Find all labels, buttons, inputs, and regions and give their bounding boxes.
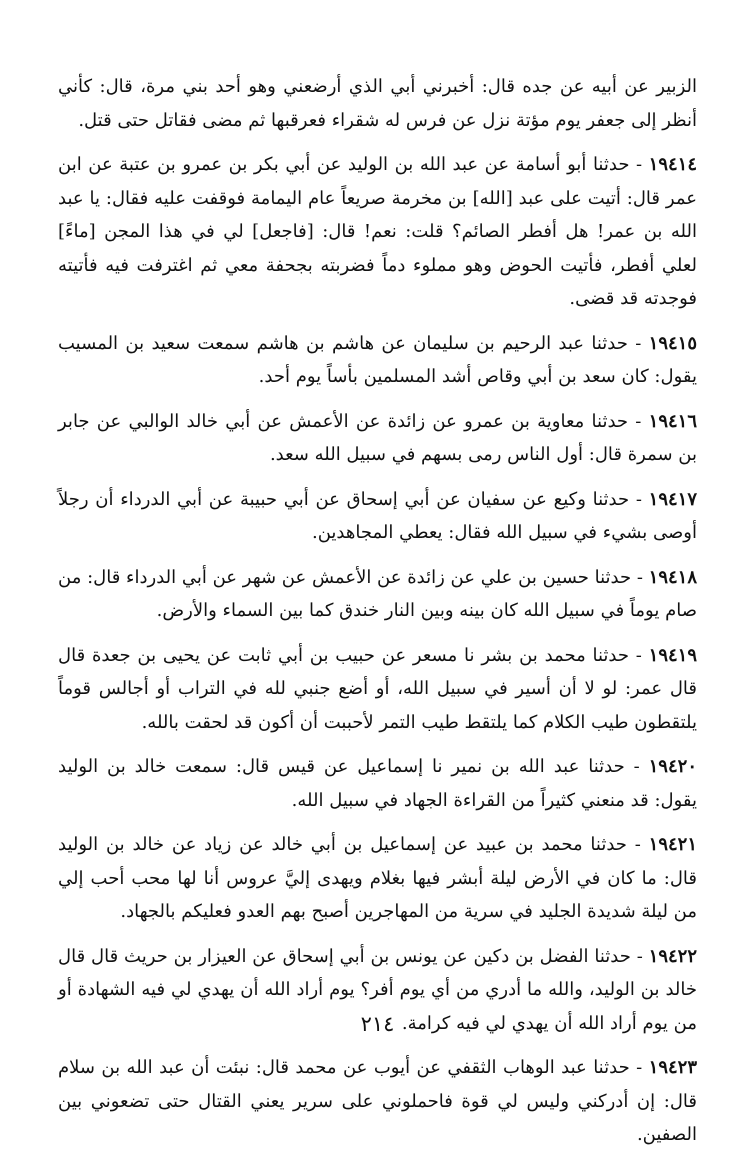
hadith-text: حدثنا عبد الله بن نمير نا إسماعيل عن قيس قال: سمعت خالد بن الوليد يقول: قد منعني كثيراً من القراءة الجهاد في سبيل الله.	[58, 756, 697, 811]
hadith-19416: ١٩٤١٦ - حدثنا معاوية بن عمرو عن زائدة عن الأعمش عن أبي خالد الوالبي عن جابر بن سمرة قال: أول الناس رمى بسهم في سبيل الله سعد.	[58, 410, 697, 465]
hadith-19419: ١٩٤١٩ - حدثنا محمد بن بشر نا مسعر عن حبيب بن أبي ثابت عن يحيى بن جعدة قال قال عمر: لو لا أن أسير في سبيل الله، أو أضع جنبي لله في التراب أو أجالس قوماً يلتقطون طيب الكلام كما يلتقط طيب التمر لأحببت أن أكون قد لحقت بالله.	[58, 644, 697, 733]
page-number: ٢١٤	[360, 1012, 395, 1036]
hadith-19418: ١٩٤١٨ - حدثنا حسين بن علي عن زائدة عن الأعمش عن شهر عن أبي الدرداء قال: من صام يوماً في سبيل الله كان بينه وبين النار خندق كما بين السماء والأرض.	[58, 566, 698, 621]
hadith-number: ١٩٤٢١	[648, 834, 697, 855]
hadith-text: حدثنا الفضل بن دكين عن يونس بن أبي إسحاق عن العيزار بن حريث قال قال خالد بن الوليد، والله ما أدري من أي يوم أفر؟ يوم أراد الله أن يهدي لي فيه الشهادة أو من يوم أراد الله أن يهدي لي فيه كرامة.	[58, 945, 697, 1034]
hadith-19423: ١٩٤٢٣ - حدثنا عبد الوهاب الثقفي عن أيوب عن محمد قال: نبئت أن عبد الله بن سلام قال: إن أدركني وليس لي قوة فاحملوني على سرير يعني القتال حتى تضعوني بين الصفين.	[58, 1057, 697, 1145]
paragraph-continuation	[58, 70, 697, 137]
hadith-number: ١٩٤١٦	[648, 410, 697, 432]
hadith-text: حدثنا عبد الوهاب الثقفي عن أيوب عن محمد قال: نبئت أن عبد الله بن سلام قال: إن أدركني وليس لي قوة فاحملوني على سرير يعني القتال حتى تضعوني بين الصفين.	[58, 1057, 697, 1145]
hadith-number: ١٩٤١٥	[648, 332, 697, 354]
hadith-number: ١٩٤١٩	[648, 644, 697, 666]
hadith-text: حدثنا معاوية بن عمرو عن زائدة عن الأعمش عن أبي خالد الوالبي عن جابر بن سمرة قال: أول الناس رمى بسهم في سبيل الله سعد.	[58, 410, 697, 465]
hadith-text: حدثنا وكيع عن سفيان عن أبي إسحاق عن أبي حبيبة عن أبي الدرداء أن رجلاً أوصى بشيء في سبيل الله فقال: يعطي المجاهدين.	[58, 488, 697, 543]
hadith-19421: ١٩٤٢١ - حدثنا محمد بن عبيد عن إسماعيل بن أبي خالد عن زياد عن خالد بن الوليد قال: ما كان في الأرض ليلة أبشر فيها بغلام ويهدى إليَّ عروس أنا لها محب أحب إلي من ليلة شديدة الجليد في سرية من المهاجرين أصبح بهم العدو فعليكم بالجهاد.	[58, 834, 697, 922]
hadith-text: حدثنا محمد بن عبيد عن إسماعيل بن أبي خالد عن زياد عن خالد بن الوليد قال: ما كان في الأرض ليلة أبشر فيها بغلام ويهدى إليَّ عروس أنا لها محب أحب إلي من ليلة شديدة الجليد في سرية من المهاجرين أصبح بهم العدو فعليكم بالجهاد.	[58, 834, 697, 922]
hadith-text: حدثنا عبد الرحيم بن سليمان عن هاشم بن هاشم سمعت سعيد بن المسيب يقول: كان سعد بن أبي وقاص أشد المسلمين بأساً يوم أحد.	[58, 332, 697, 387]
hadith-text: حدثنا حسين بن علي عن زائدة عن الأعمش عن شهر عن أبي الدرداء قال: من صام يوماً في سبيل الله كان بينه وبين النار خندق كما بين السماء والأرض.	[58, 566, 697, 621]
hadith-19422: ١٩٤٢٢ - حدثنا الفضل بن دكين عن يونس بن أبي إسحاق عن العيزار بن حريث قال قال خالد بن الوليد، والله ما أدري من أي يوم أفر؟ يوم أراد الله أن يهدي لي فيه الشهادة أو من يوم أراد الله أن يهدي لي فيه كرامة.	[58, 945, 697, 1034]
hadith-number: ١٩٤١٧	[648, 488, 697, 510]
hadith-19415: ١٩٤١٥ - حدثنا عبد الرحيم بن سليمان عن هاشم بن هاشم سمعت سعيد بن المسيب يقول: كان سعد بن أبي وقاص أشد المسلمين بأساً يوم أحد.	[58, 332, 697, 387]
hadith-number: ١٩٤٢٣	[648, 1057, 697, 1078]
hadith-19420: ١٩٤٢٠ - حدثنا عبد الله بن نمير نا إسماعيل عن قيس قال: سمعت خالد بن الوليد يقول: قد منعني كثيراً من القراءة الجهاد في سبيل الله.	[58, 756, 697, 811]
hadith-number: ١٩٤٢٠	[648, 756, 697, 777]
hadith-19414: ١٩٤١٤ - حدثنا أبو أسامة عن عبد الله بن الوليد عن أبي بكر بن عمرو بن عتبة عن ابن عمر قال: أتيت على عبد [الله] بن مخرمة صريعاً عام اليمامة فوقفت عليه فقال: يا عبد الله بن عمر! هل أفطر الصائم؟ قلت: نعم! قال: [فاجعل] لي في هذا المجن [ماءً] لعلي أفطر، فأتيت الحوض وهو مملوء دماً فضربته بجحفة معي ثم اغترفت فيه فأتيته فوجدته قد قضى.	[58, 154, 697, 309]
hadith-text: حدثنا محمد بن بشر نا مسعر عن حبيب بن أبي ثابت عن يحيى بن جعدة قال قال عمر: لو لا أن أسير في سبيل الله، أو أضع جنبي لله في التراب أو أجالس قوماً يلتقطون طيب الكلام كما يلتقط طيب التمر لأحببت أن أكون قد لحقت بالله.	[58, 644, 697, 733]
hadith-number: ١٩٤٢٢	[648, 945, 697, 967]
hadith-text: الزبير عن أبيه عن جده قال: أخبرني أبي الذي أرضعني وهو أحد بني مرة، قال: كأني أنظر إلى جعفر يوم مؤتة نزل عن فرس له شقراء فعرقبها ثم مضى فقاتل حتى قتل.	[58, 76, 697, 131]
hadith-text: حدثنا أبو أسامة عن عبد الله بن الوليد عن أبي بكر بن عمرو بن عتبة عن ابن عمر قال: أتيت على عبد [الله] بن مخرمة صريعاً عام اليمامة فوقفت عليه فقال: يا عبد الله بن عمر! هل أفطر الصائم؟ قلت: نعم! قال: [فاجعل] لي في هذا المجن [ماءً] لعلي أفطر، فأتيت الحوض وهو مملوء دماً فضربته بجحفة معي ثم اغترفت فيه فأتيته فوجدته قد قضى.	[58, 154, 697, 309]
hadith-19417: ١٩٤١٧ - حدثنا وكيع عن سفيان عن أبي إسحاق عن أبي حبيبة عن أبي الدرداء أن رجلاً أوصى بشيء في سبيل الله فقال: يعطي المجاهدين.	[58, 488, 697, 543]
main-text	[58, 70, 697, 1152]
hadith-number: ١٩٤١٤	[648, 154, 697, 175]
hadith-number: ١٩٤١٨	[648, 566, 698, 588]
